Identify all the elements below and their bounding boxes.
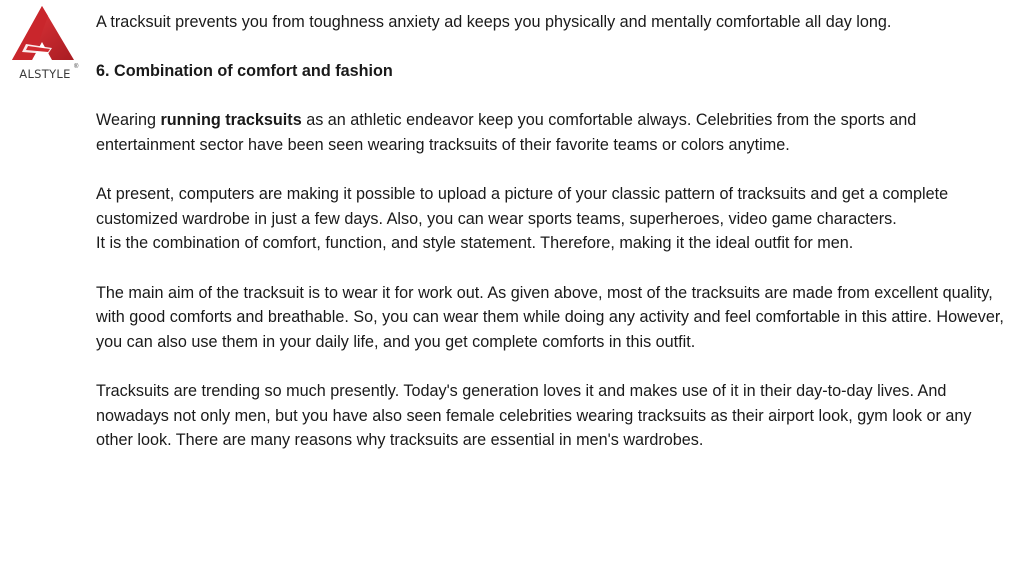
- logo-wordmark: ALSTYLE: [19, 67, 71, 81]
- paragraph: A tracksuit prevents you from toughness anxiety ad keeps you physically and mentally comfortable all day long.: [96, 13, 892, 31]
- paragraph-text: as an athletic endeavor keep you comfortable always. Celebrities from the sports and entertainment sector have been seen wearing tracksuits of their favorite teams or colors anytime.: [96, 111, 917, 154]
- document-body: [96, 10, 1008, 453]
- paragraph-text: Wearing: [96, 111, 161, 130]
- paragraph: Tracksuits are trending so much presently. Today's generation loves it and makes use of it in their day-to-day lives. And nowadays not only men, but you have also seen female celebrities wearing tracksuits as their airport look, gym look or any other look. There are many reasons why tracksuits are essential in men's wardrobes.: [96, 381, 972, 450]
- paragraph: [96, 108, 1008, 157]
- paragraph: At present, computers are making it possible to upload a picture of your classic pattern of tracksuits and get a complete customized wardrobe in just a few days. Also, you can wear sports teams, superheroes, video game characters.: [96, 185, 949, 228]
- paragraph: The main aim of the tracksuit is to wear it for work out. As given above, most of the tracksuits are made from excellent quality, with good comforts and breathable. So, you can wear them while doing any activity and feel comfortable in this attire. However, you can also use them in your daily life, and you get complete comforts in this outfit.: [96, 283, 1004, 351]
- alstyle-logo: [8, 4, 79, 86]
- heading-text: 6. Combination of comfort and fashion: [96, 62, 393, 81]
- logo-trademark: ®: [74, 64, 79, 70]
- keyword-link: running tracksuits: [160, 111, 302, 130]
- paragraph: It is the combination of comfort, function, and style statement. Therefore, making it the ideal outfit for men.: [96, 234, 854, 253]
- section-heading: [96, 59, 1008, 84]
- alstyle-logo-icon: [8, 4, 79, 70]
